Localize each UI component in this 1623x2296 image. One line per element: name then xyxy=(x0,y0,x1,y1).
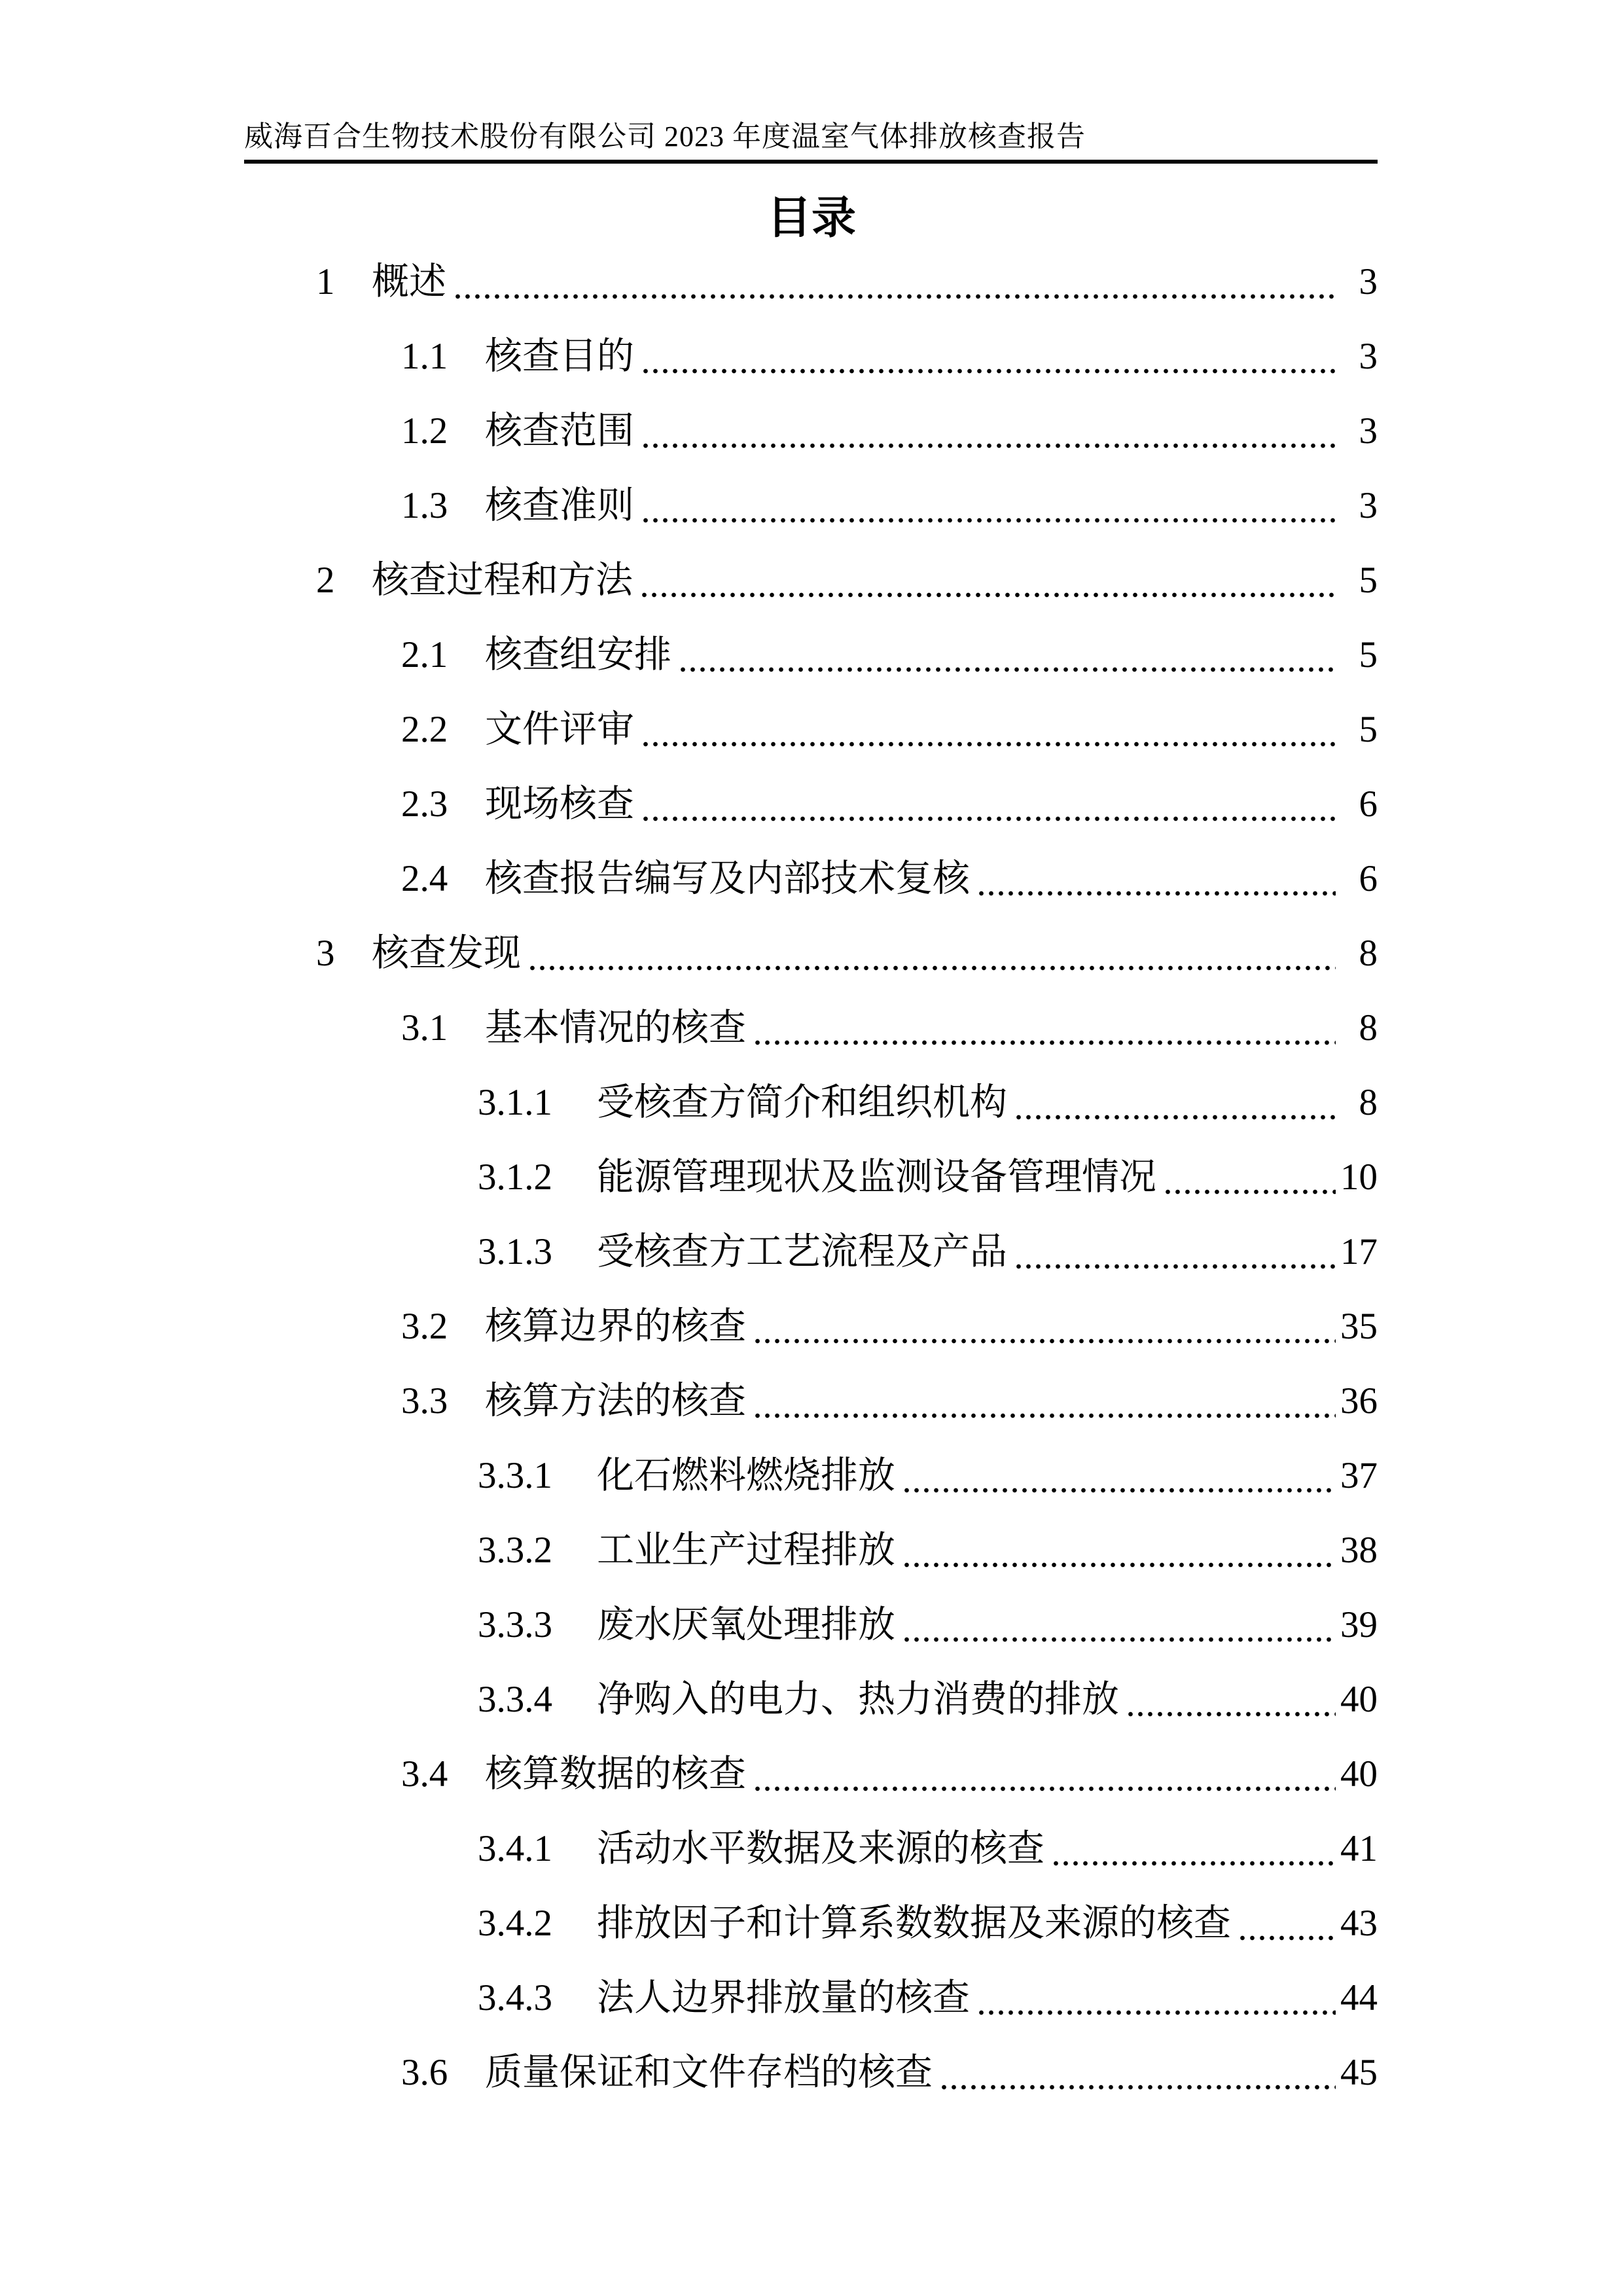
toc-entry-3-4 xyxy=(244,1736,1378,1811)
toc-entry-number: 3.2 xyxy=(401,1305,448,1347)
dot-leader-icon xyxy=(753,1785,1336,1793)
toc-entry-title: 概述 xyxy=(372,260,446,302)
dot-leader-icon xyxy=(641,815,1336,823)
toc-entry-title: 质量保证和文件存档的核查 xyxy=(485,2051,933,2093)
toc-entry-page: 40 xyxy=(1340,1753,1378,1795)
toc-entry-number: 3.3.2 xyxy=(478,1529,552,1571)
toc-entry-title: 法人边界排放量的核查 xyxy=(597,1977,970,2018)
dot-leader-icon xyxy=(639,591,1336,599)
toc-entry-page: 44 xyxy=(1340,1977,1378,2018)
toc-entry-3-1 xyxy=(244,990,1378,1065)
toc-entry-page: 6 xyxy=(1359,783,1378,825)
toc-entry-page: 17 xyxy=(1340,1230,1378,1272)
toc-entry-title: 工业生产过程排放 xyxy=(597,1529,895,1571)
dot-leader-icon xyxy=(527,964,1336,972)
dot-leader-icon xyxy=(1051,1859,1336,1867)
toc-entry-3-1-2 xyxy=(244,1139,1378,1214)
toc-entry-title: 现场核查 xyxy=(485,783,634,825)
toc-entry-3-4-3 xyxy=(244,1960,1378,2035)
toc-entry-number: 3.3.4 xyxy=(478,1678,552,1720)
toc-entry-3-3-3 xyxy=(244,1587,1378,1662)
toc-entry-number: 1.2 xyxy=(401,410,448,452)
toc-entry-page: 3 xyxy=(1359,260,1378,302)
toc-entry-title: 核查发现 xyxy=(372,932,521,974)
toc-entry-3-6 xyxy=(244,2035,1378,2109)
toc-entry-number: 3.4.2 xyxy=(478,1902,552,1944)
toc-entry-page: 5 xyxy=(1359,708,1378,750)
toc-entry-title: 核算边界的核查 xyxy=(485,1305,746,1347)
toc-entry-page: 3 xyxy=(1359,484,1378,526)
toc-entry-page: 8 xyxy=(1359,1081,1378,1123)
toc-entry-1-2 xyxy=(244,393,1378,468)
toc-entry-title: 核查报告编写及内部技术复核 xyxy=(485,857,970,899)
toc-entry-title: 活动水平数据及来源的核查 xyxy=(597,1827,1044,1869)
toc-title: 目录 xyxy=(766,193,856,243)
dot-leader-icon xyxy=(1014,1113,1336,1121)
toc-entry-number: 3.3.1 xyxy=(478,1454,552,1496)
dot-leader-icon xyxy=(1126,1710,1336,1718)
toc-entry-3-3-1 xyxy=(244,1438,1378,1513)
toc-entry-page: 35 xyxy=(1340,1305,1378,1347)
toc-entry-title: 核查过程和方法 xyxy=(372,559,633,601)
toc-entry-number: 2.3 xyxy=(401,783,448,825)
dot-leader-icon xyxy=(641,740,1336,748)
dot-leader-icon xyxy=(939,2083,1336,2091)
dot-leader-icon xyxy=(1163,1188,1336,1196)
toc-entry-page: 8 xyxy=(1359,932,1378,974)
toc-entry-number: 2.1 xyxy=(401,634,448,675)
toc-entry-title: 受核查方工艺流程及产品 xyxy=(597,1230,1007,1272)
toc-entry-1-1 xyxy=(244,319,1378,393)
toc-entry-2-4 xyxy=(244,841,1378,916)
toc-entry-number: 3.1.2 xyxy=(478,1156,552,1198)
dot-leader-icon xyxy=(678,666,1336,673)
dot-leader-icon xyxy=(976,889,1336,897)
dot-leader-icon xyxy=(1014,1263,1336,1270)
document-header xyxy=(244,120,1378,154)
toc-entry-3-4-1 xyxy=(244,1811,1378,1886)
toc-entry-2-3 xyxy=(244,766,1378,841)
toc-entry-number: 3.3.3 xyxy=(478,1604,552,1645)
toc-entry-title: 净购入的电力、热力消费的排放 xyxy=(597,1678,1119,1720)
dot-leader-icon xyxy=(753,1412,1336,1420)
toc-entry-number: 1.1 xyxy=(401,335,448,377)
dot-leader-icon xyxy=(753,1337,1336,1345)
toc-entry-title: 核算数据的核查 xyxy=(485,1753,746,1795)
toc-entry-number: 1 xyxy=(316,260,335,302)
toc-entry-title: 排放因子和计算系数数据及来源的核查 xyxy=(597,1902,1231,1944)
header-text: 威海百合生物技术股份有限公司 2023 年度温室气体排放核查报告 xyxy=(244,120,1086,152)
toc-entry-1-3 xyxy=(244,468,1378,543)
toc-entry-number: 3 xyxy=(316,932,335,974)
toc-entry-number: 3.3 xyxy=(401,1380,448,1422)
toc-entry-3-3 xyxy=(244,1363,1378,1438)
toc-entry-page: 6 xyxy=(1359,857,1378,899)
toc-entry-number: 3.1.1 xyxy=(478,1081,552,1123)
toc-entry-title: 文件评审 xyxy=(485,708,634,750)
toc-entry-title: 能源管理现状及监测设备管理情况 xyxy=(597,1156,1156,1198)
toc-entry-number: 2.2 xyxy=(401,708,448,750)
toc-entry-3-4-2 xyxy=(244,1886,1378,1960)
toc-entry-number: 3.1.3 xyxy=(478,1230,552,1272)
toc-entry-page: 37 xyxy=(1340,1454,1378,1496)
dot-leader-icon xyxy=(976,2009,1336,2017)
toc-entry-3-1-3 xyxy=(244,1214,1378,1289)
toc-entry-title: 核查组安排 xyxy=(485,634,671,675)
toc-entry-page: 3 xyxy=(1359,335,1378,377)
toc-entry-page: 45 xyxy=(1340,2051,1378,2093)
toc-entry-number: 3.4 xyxy=(401,1753,448,1795)
dot-leader-icon xyxy=(641,442,1336,450)
toc-entry-number: 2 xyxy=(316,559,335,601)
toc-entry-page: 5 xyxy=(1359,559,1378,601)
toc-entry-3-3-2 xyxy=(244,1513,1378,1587)
toc-entry-title: 核算方法的核查 xyxy=(485,1380,746,1422)
toc-entry-3 xyxy=(244,916,1378,990)
toc-entry-number: 1.3 xyxy=(401,484,448,526)
toc-entry-number: 3.4.1 xyxy=(478,1827,552,1869)
dot-leader-icon xyxy=(641,516,1336,524)
dot-leader-icon xyxy=(641,367,1336,375)
toc-entry-page: 41 xyxy=(1340,1827,1378,1869)
toc-entry-3-3-4 xyxy=(244,1662,1378,1736)
toc-entry-number: 3.1 xyxy=(401,1007,448,1049)
toc-entry-3-2 xyxy=(244,1289,1378,1363)
toc-entry-title: 化石燃料燃烧排放 xyxy=(597,1454,895,1496)
dot-leader-icon xyxy=(902,1486,1336,1494)
toc-entry-page: 5 xyxy=(1359,634,1378,675)
toc-entry-number: 3.6 xyxy=(401,2051,448,2093)
dot-leader-icon xyxy=(902,1636,1336,1643)
dot-leader-icon xyxy=(753,1039,1336,1047)
toc-entry-title: 核查准则 xyxy=(485,484,634,526)
toc-entry-title: 核查范围 xyxy=(485,410,634,452)
toc-entry-number: 3.4.3 xyxy=(478,1977,552,2018)
toc-entry-page: 10 xyxy=(1340,1156,1378,1198)
toc-entry-page: 38 xyxy=(1340,1529,1378,1571)
toc-entry-title: 废水厌氧处理排放 xyxy=(597,1604,895,1645)
toc-entry-page: 36 xyxy=(1340,1380,1378,1422)
toc-entry-number: 2.4 xyxy=(401,857,448,899)
toc-entry-page: 40 xyxy=(1340,1678,1378,1720)
toc-entry-page: 39 xyxy=(1340,1604,1378,1645)
toc-list xyxy=(244,244,1378,2109)
toc-entry-1 xyxy=(244,244,1378,319)
toc-entry-2-2 xyxy=(244,692,1378,766)
toc-entry-title: 基本情况的核查 xyxy=(485,1007,746,1049)
dot-leader-icon xyxy=(453,293,1336,300)
dot-leader-icon xyxy=(902,1561,1336,1569)
toc-entry-2 xyxy=(244,543,1378,617)
header-divider xyxy=(244,160,1378,164)
toc-entry-page: 43 xyxy=(1340,1902,1378,1944)
toc-entry-page: 3 xyxy=(1359,410,1378,452)
dot-leader-icon xyxy=(1238,1934,1336,1942)
toc-entry-title: 核查目的 xyxy=(485,335,634,377)
toc-entry-3-1-1 xyxy=(244,1065,1378,1139)
toc-entry-2-1 xyxy=(244,617,1378,692)
toc-entry-page: 8 xyxy=(1359,1007,1378,1049)
toc-entry-title: 受核查方简介和组织机构 xyxy=(597,1081,1007,1123)
